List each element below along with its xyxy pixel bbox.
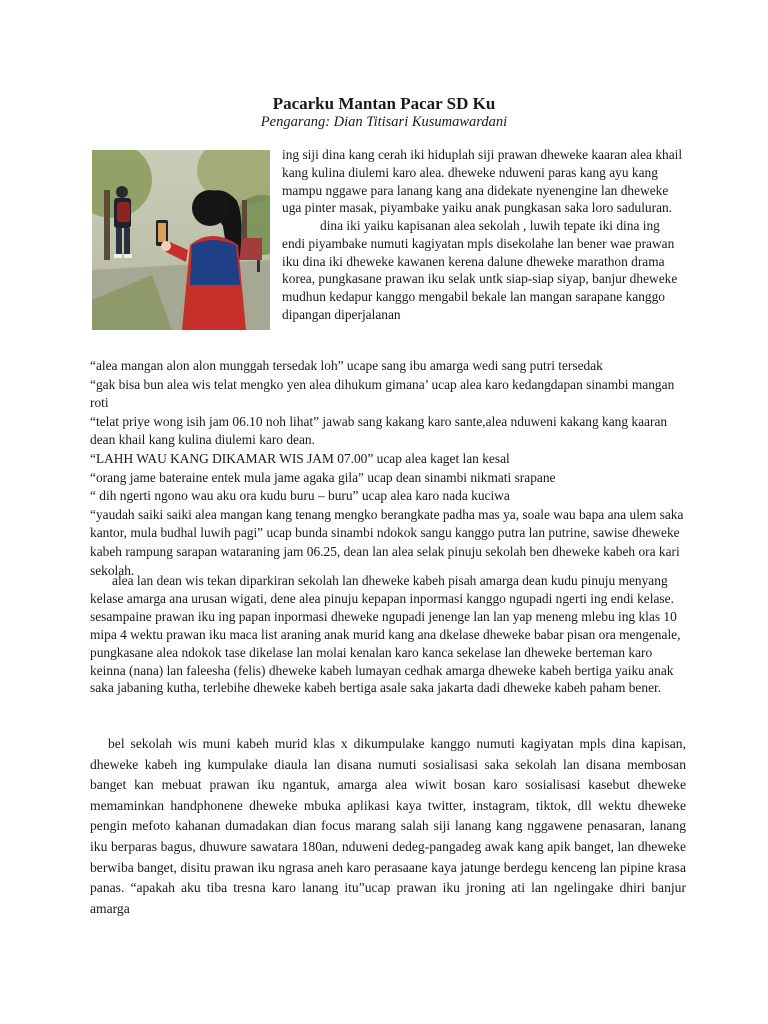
school-arrival-block [90,572,686,697]
dialogue-line: “telat priye wong isih jam 06.10 noh lihat” jawab sang kakang karo sante,alea nduweni kakang kang kaaran dean khail kang kulina diulemi karo dean. [90,413,668,448]
paragraph-bell: bel sekolah wis muni kabeh murid klas x dikumpulake kanggo numuti kagiyatan mpls dina kapisan, dheweke kabeh ing kumpulake diaula lan disana numuti sosialisasi saka sekolah lan disana membosan banget kan mebuat prawan iku ngantuk, amarga alea wiwit bosan karo sosialisasi kasebut dheweke memaminkan handphonene dheweke mbuka aplikasi kaya twitter, instagram, tiktok, dll wektu dheweke pengin mefoto kahanan dumadakan dian focus marang salah siji lanang kang nggawene penasaran, lanang iku berparas bagus, dhuwure sawatara 180an, nduweni dedeg-pangadeg awak kang apik banget, lan dheweke berwiba banget, disitu prawan iku ngrasa aneh karo perasaane kaya jatunge berdegu kenceng lan pipine krasa panas. “apakah aku tiba tresna karo lanang itu”ucap prawan iku jroning ati lan ngelingake dhiri banjur amarga [90,736,686,916]
author-line: Pengarang: Dian Titisari Kusumawardani [260,114,508,130]
story-title: Pacarku Mantan Pacar SD Ku [272,94,496,113]
dialogue-line: “alea mangan alon alon munggah tersedak loh” ucape sang ibu amarga wedi sang putri tersedak [90,358,603,373]
bell-block [90,734,686,919]
dialogue-line: “ dih ngerti ngono wau aku ora kudu buru – buru” ucap alea karo nada kuciwa [90,488,510,504]
story-illustration [92,150,270,330]
dialogue-block [90,357,686,580]
paragraph-first-day: dina iki yaiku kapisanan alea sekolah , luwih tepate iki dina ing endi piyambake numuti kagiyatan mpls disekolahe lan bener wae prawan iku dina iki dheweke kawanen kerena dalune dheweke marathon drama korea, pungkasane prawan iku selak untk siap-siap siyap, banjur dheweke mudhun kedapur kanggo mengabil bekale lan mangan sarapane kanggo dipangan diperjalanan [282,218,678,322]
paragraph-school-arrival: alea lan dean wis tekan diparkiran sekolah lan dheweke kabeh pisah amarga dean kudu pinuju menyang kelase amarga ana urusan wigati, dene alea pinuju kepapan inpormasi kanggo ngupadi ngerti ing endi kelase. sesampaine prawan iku ing papan inpormasi dheweke ngupadi jenenge lan lan yap meneng mlebu ing klas 10 mipa 4 wektu prawan iku maca list araning anak murid kang ana dkelase dheweke babar pisan ora mengenale, pungkasane alea ndokok tase dikelase lan molai kenalan karo kanca sekelase lan dheweke berteman karo keinna (nana) lan faleesha (felis) dheweke kabeh lumayan cedhak amarga dheweke kabeh bertiga yaiku anak saka jabaning kutha, terlebihe dheweke kabeh bertiga asale saka jakarta dadi dheweke kabeh paham bener. [90,573,681,696]
wrapped-text-column [282,146,686,324]
dialogue-line: “orang jame bateraine entek mula jame agaka gila” ucap dean sinambi nikmati srapane [90,469,556,485]
paragraph-intro: ing siji dina kang cerah iki hiduplah siji prawan dheweke kaaran alea khail kang kulina diulemi karo alea. dheweke nduweni paras kang ayu kang mampu nggawe para lanang kang ana didekate nyenengine lan dheweke uga pinter masak, piyambake yaiku anak pungkasan saka loro saduluran. [282,147,683,216]
dialogue-line: “LAHH WAU KANG DIKAMAR WIS JAM 07.00” ucap alea kaget lan kesal [90,450,510,466]
dialogue-line: “yaudah saiki saiki alea mangan kang tenang mengko berangkate padha mas ya, soale wau bapa ana ulem saka kantor, mula budhal luwih pagi” ucap bunda sinambi ndokok sangu kanggo putra lan putrine, sawise dheweke kabeh rampung sarapan wataraning jam 06.25, dean lan alea selak pinuju sekolah ben dheweke kabeh ora kari sekolah. [90,506,684,578]
dialogue-line: “gak bisa bun alea wis telat mengko yen alea dihukum gimana’ ucap alea karo kedangdapan sinambi mangan roti [90,376,675,411]
